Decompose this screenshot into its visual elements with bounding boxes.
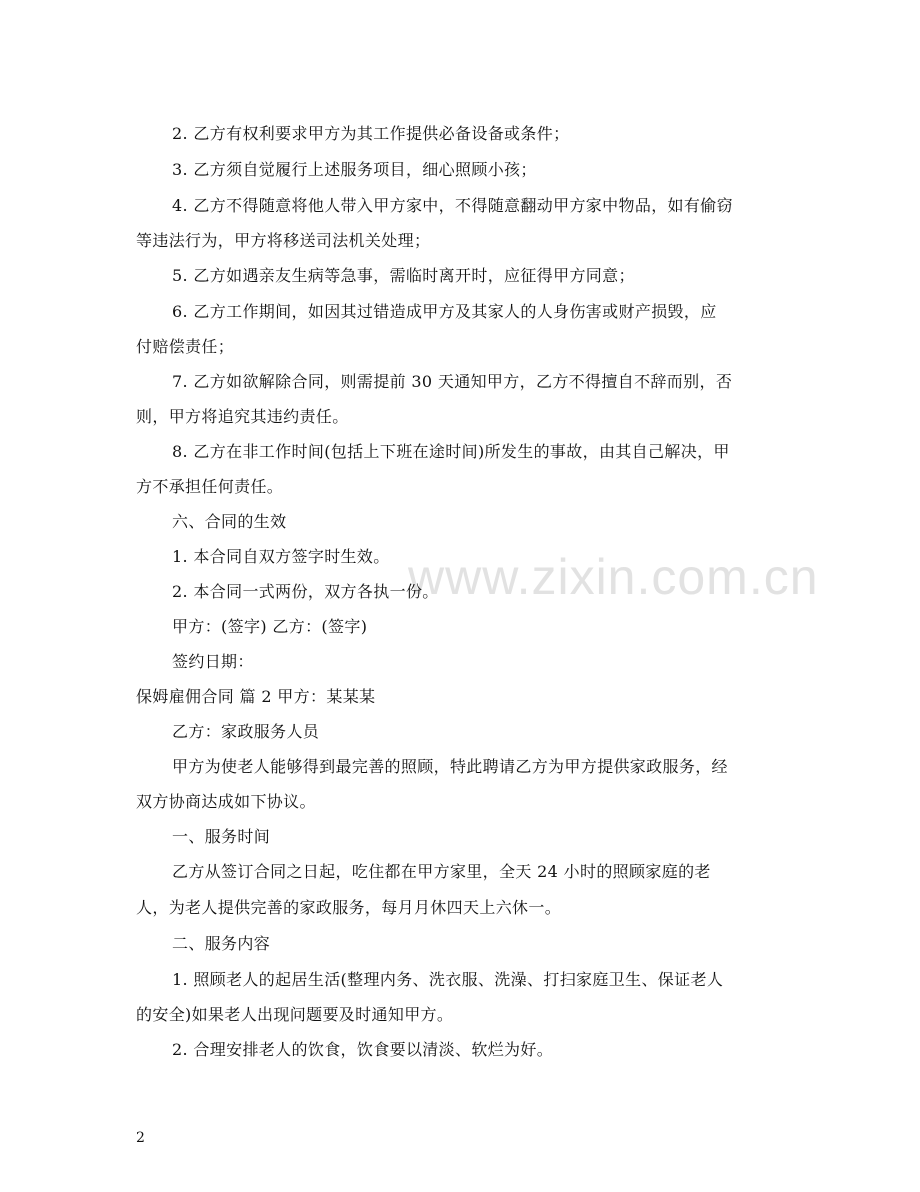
text-line: 1. 本合同自双方签字时生效。 — [172, 547, 390, 566]
section-heading: 六、合同的生效 — [172, 512, 287, 531]
text-line: 8. 乙方在非工作时间(包括上下班在途时间)所发生的事故，由其自己解决，甲 — [172, 442, 730, 461]
watermark: www.zixin.com.cn — [408, 549, 819, 605]
text-line: 7. 乙方如欲解除合同，则需提前 30 天通知甲方，乙方不得擅自不辞而别，否 — [172, 372, 733, 391]
text-line: 5. 乙方如遇亲友生病等急事，需临时离开时，应征得甲方同意； — [172, 266, 635, 285]
text-line: 双方协商达成如下协议。 — [136, 792, 316, 811]
text-line: 乙方：家政服务人员 — [172, 722, 320, 741]
text-line: 2. 合理安排老人的饮食，饮食要以清淡、软烂为好。 — [172, 1040, 554, 1059]
signature-line: 甲方：(签字) 乙方：(签字) — [172, 617, 368, 636]
text-line: 1. 照顾老人的起居生活(整理内务、洗衣服、洗澡、打扫家庭卫生、保证老人 — [172, 970, 724, 989]
text-line: 乙方从签订合同之日起，吃住都在甲方家里，全天 24 小时的照顾家庭的老 — [172, 862, 711, 881]
text-line: 方不承担任何责任。 — [136, 477, 284, 496]
text-line: 4. 乙方不得随意将他人带入甲方家中，不得随意翻动甲方家中物品，如有偷窃 — [172, 196, 733, 215]
section-heading: 二、服务内容 — [172, 934, 271, 953]
section-heading: 一、服务时间 — [172, 827, 271, 846]
signing-date-line: 签约日期： — [172, 652, 254, 671]
text-line: 人，为老人提供完善的家政服务，每月月休四天上六休一。 — [136, 898, 562, 917]
text-line: 付赔偿责任； — [136, 337, 235, 356]
text-line: 6. 乙方工作期间，如因其过错造成甲方及其家人的人身伤害或财产损毁，应 — [172, 302, 717, 321]
page-number: 2 — [136, 1130, 145, 1146]
text-line: 2. 乙方有权利要求甲方为其工作提供必备设备或条件； — [172, 124, 570, 143]
text-line: 等违法行为，甲方将移送司法机关处理； — [136, 231, 431, 250]
text-line: 2. 本合同一式两份，双方各执一份。 — [172, 582, 439, 601]
text-line: 则，甲方将追究其违约责任。 — [136, 407, 349, 426]
text-line: 的安全)如果老人出现问题要及时通知甲方。 — [136, 1005, 454, 1024]
text-line: 甲方为使老人能够得到最完善的照顾，特此聘请乙方为甲方提供家政服务，经 — [172, 757, 728, 776]
contract-title-line: 保姆雇佣合同 篇 2 甲方：某某某 — [136, 687, 376, 706]
text-line: 3. 乙方须自觉履行上述服务项目，细心照顾小孩； — [172, 160, 537, 179]
